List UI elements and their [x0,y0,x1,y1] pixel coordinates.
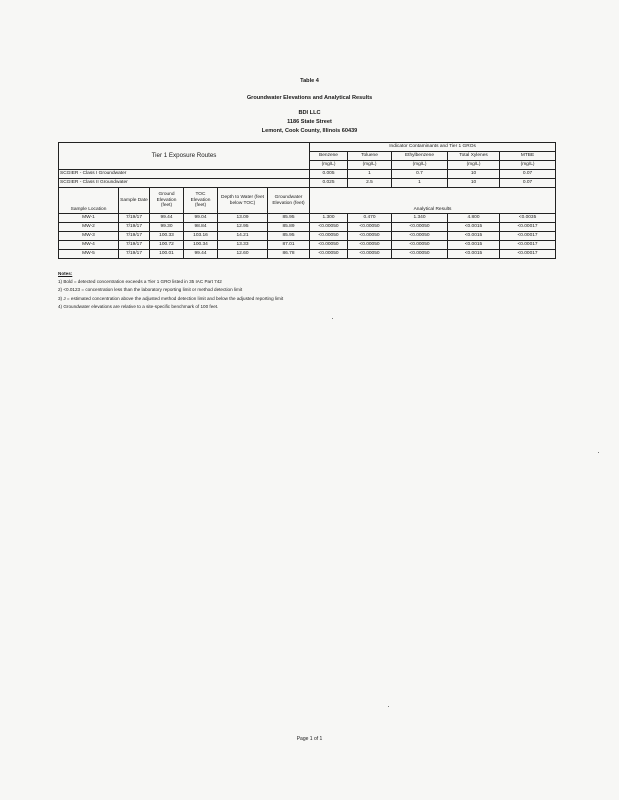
col-sample-date: Sample Date [119,188,150,214]
depth-to-water: 13.33 [218,241,268,250]
notes-heading: Notes: [58,271,73,276]
col-sample-location: Sample Location [59,188,119,214]
sample-date: 7/19/17 [119,223,150,232]
col-depth-to-water: Depth to Water (feet below TOC) [218,188,268,214]
ground-elevation: 99.44 [150,214,184,223]
results-table [58,142,556,259]
depth-to-water: 12.60 [218,250,268,259]
result-value: 1.300 [310,214,348,223]
scan-speck [332,318,333,319]
toc-elevation: 99.44 [184,250,218,259]
route-row [59,170,556,179]
analyte-name: Total Xylenes [448,152,500,161]
result-value: <0.00050 [392,223,448,232]
result-value: <0.00050 [392,232,448,241]
ground-elevation: 100.72 [150,241,184,250]
toc-elevation: 99.04 [184,214,218,223]
analyte-name: Benzene [310,152,348,161]
scan-speck [388,706,389,707]
analyte-unit: (mg/L) [500,161,556,170]
ground-elevation: 100.01 [150,250,184,259]
result-value: <0.00050 [392,241,448,250]
page-number: Page 1 of 1 [296,736,323,742]
route-value: 0.7 [392,170,448,179]
notes-section [58,270,558,311]
note-item: 1) Bold = detected concentration exceeds a Tier 1 GRO listed in 35 IAC Part 742 [58,279,222,285]
ground-elevation: 100.33 [150,232,184,241]
analyte-unit: (mg/L) [310,161,348,170]
sample-location: MW-3 [59,232,119,241]
result-value: <0.00050 [348,232,392,241]
toc-elevation: 98.84 [184,223,218,232]
result-value: <0.0015 [448,223,500,232]
analyte-unit: (mg/L) [448,161,500,170]
analyte-name: MTBE [500,152,556,161]
route-value: 0.025 [310,179,348,188]
result-value: <0.0015 [448,232,500,241]
scan-speck [598,452,599,453]
result-value: <0.00017 [500,223,556,232]
depth-to-water: 14.21 [218,232,268,241]
route-value: 1 [392,179,448,188]
analytical-results-heading: Analytical Results [310,188,556,214]
depth-to-water: 13.09 [218,214,268,223]
analyte-name: Ethylbenzene [392,152,448,161]
route-value: 10 [448,179,500,188]
sample-date: 7/19/17 [119,214,150,223]
site-city: Lemont, Cook County, Illinois 60439 [261,128,358,134]
result-value: <0.00017 [500,241,556,250]
col-ground-elevation: Ground Elevation (feet) [150,188,184,214]
col-gw-elevation: Groundwater Elevation (feet) [268,188,310,214]
sample-date: 7/19/17 [119,250,150,259]
route-value: 1 [348,170,392,179]
result-value: 1.340 [392,214,448,223]
sample-location: MW-4 [59,241,119,250]
result-value: <0.00017 [500,250,556,259]
analyte-unit: (mg/L) [392,161,448,170]
result-value: <0.00050 [348,241,392,250]
analyte-name: Toluene [348,152,392,161]
route-value: 0.07 [500,170,556,179]
toc-elevation: 103.16 [184,232,218,241]
note-item: 4) Groundwater elevations are relative to a site-specific benchmark of 100 feet. [58,303,219,309]
tier1-heading: Tier 1 Exposure Routes [59,143,310,170]
gw-elevation: 85.95 [268,232,310,241]
route-value: 0.005 [310,170,348,179]
table-row [59,250,556,259]
result-value: <0.00050 [310,250,348,259]
company-name: BDI LLC [298,110,321,116]
result-value: <0.00050 [310,241,348,250]
analyte-unit: (mg/L) [348,161,392,170]
sample-location: MW-5 [59,250,119,259]
gw-elevation: 85.95 [268,214,310,223]
table-row [59,223,556,232]
result-value: <0.00050 [348,223,392,232]
indicator-heading: Indicator Contaminants and Tier 1 GROs [310,143,556,152]
result-value: <0.00050 [348,250,392,259]
table-number: Table 4 [300,78,319,84]
result-value: <0.00017 [500,232,556,241]
col-toc-elevation: TOC Elevation (feet) [184,188,218,214]
result-value: <0.0035 [500,214,556,223]
table-subtitle: Groundwater Elevations and Analytical Results [246,95,373,101]
result-value: 4.800 [448,214,500,223]
note-item: 3) J = estimated concentration above the adjusted method detection limit and below the adjusted reporting limit [58,295,284,301]
result-value: <0.0015 [448,241,500,250]
sample-date: 7/19/17 [119,241,150,250]
result-value: <0.0015 [448,250,500,259]
route-row [59,179,556,188]
table-row [59,214,556,223]
toc-elevation: 100.34 [184,241,218,250]
route-label: SCGIER - Class II Groundwater [59,179,310,188]
site-address: 1186 State Street [287,119,332,125]
gw-elevation: 86.78 [268,250,310,259]
table-row [59,241,556,250]
route-value: 10 [448,170,500,179]
route-value: 2.5 [348,179,392,188]
sample-location: MW-2 [59,223,119,232]
route-label: SCGIER - Class I Groundwater [59,170,310,179]
route-value: 0.07 [500,179,556,188]
ground-elevation: 99.30 [150,223,184,232]
gw-elevation: 87.01 [268,241,310,250]
sample-date: 7/19/17 [119,232,150,241]
result-value: 0.470 [348,214,392,223]
depth-to-water: 12.95 [218,223,268,232]
sample-location: MW-1 [59,214,119,223]
result-value: <0.00050 [310,223,348,232]
note-item: 2) <0.0123 = concentration less than the laboratory reporting limit or method detection limit [58,287,243,293]
result-value: <0.00050 [310,232,348,241]
table-row [59,232,556,241]
gw-elevation: 85.89 [268,223,310,232]
result-value: <0.00050 [392,250,448,259]
